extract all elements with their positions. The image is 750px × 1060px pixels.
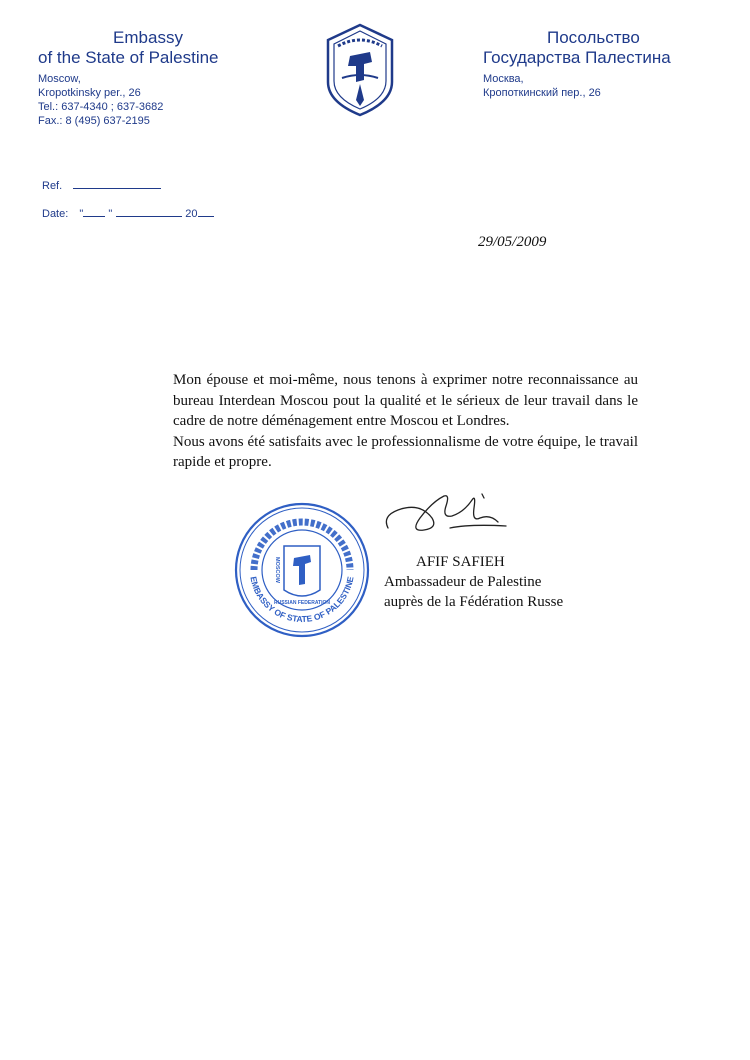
letter-body <box>173 370 638 473</box>
ref-field <box>42 178 161 192</box>
stamp-outer-text: EMBASSY OF STATE OF PALESTINE <box>248 575 356 625</box>
address-en <box>38 72 298 128</box>
handwritten-signature <box>380 488 510 548</box>
stamp-inner-text: RUSSIAN FEDERATION <box>273 600 331 606</box>
palestine-emblem-icon <box>320 22 400 118</box>
signatory-title: auprès de la Fédération Russe <box>384 594 564 610</box>
date-label: Date: <box>42 208 69 220</box>
body-paragraph-2: Nous avons été satisfaits avec le professionnalisme de votre équipe, le travail rapide et propre. <box>173 433 638 470</box>
year-blank <box>198 206 214 217</box>
document-date: 29/05/2009 <box>478 234 547 250</box>
date-quote-open: " <box>79 208 84 220</box>
date-field <box>42 206 214 220</box>
header-right <box>483 28 743 100</box>
embassy-stamp-icon <box>232 500 372 640</box>
embassy-subtitle-en: of the State of Palestine <box>38 48 219 67</box>
signatory-title: Ambassadeur de Palestine <box>384 574 542 590</box>
ref-blank <box>73 178 161 189</box>
address-line: Kropotkinsky per., 26 <box>38 87 141 99</box>
address-line: Moscow, <box>38 73 81 85</box>
month-blank <box>116 206 182 217</box>
embassy-subtitle-ru: Государства Палестина <box>483 48 671 67</box>
signatory-name: AFIF SAFIEH <box>416 554 505 570</box>
fax-line: Fax.: 8 (495) 637-2195 <box>38 115 150 127</box>
date-quote-close: " <box>108 208 113 220</box>
address-line: Кропоткинский пер., 26 <box>483 87 601 99</box>
ref-label: Ref. <box>42 180 63 192</box>
address-ru <box>483 72 743 100</box>
year-prefix: 20 <box>185 208 198 220</box>
address-line: Москва, <box>483 73 524 85</box>
signature-block <box>384 552 563 612</box>
embassy-title-ru: Посольство <box>547 28 640 47</box>
day-blank <box>83 206 105 217</box>
header-left <box>38 28 298 128</box>
embassy-title-en: Embassy <box>113 28 183 47</box>
stamp-side-text: MOSCOW <box>274 557 280 583</box>
body-paragraph-1: Mon épouse et moi-même, nous tenons à exprimer notre reconnaissance au bureau Interdean Moscou pout la qualité et le sérieux de leur travail dans le cadre de notre déménagement entre Moscou et Londres. <box>173 372 638 429</box>
phone-line: Tel.: 637-4340 ; 637-3682 <box>38 101 164 113</box>
